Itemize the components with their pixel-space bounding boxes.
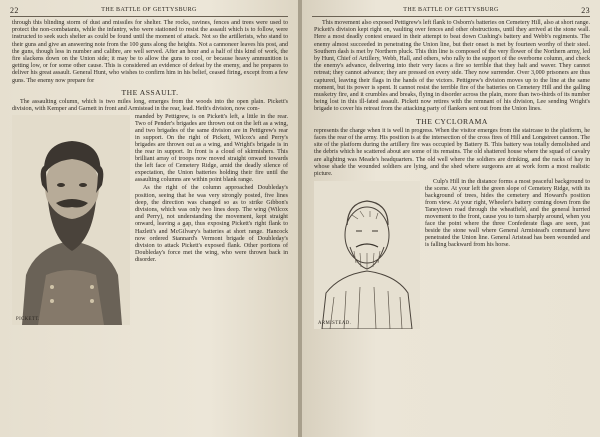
armistead-caption: ARMISTEAD. [318, 321, 352, 327]
pickett-portrait [12, 115, 130, 325]
cyclorama-heading: THE CYCLORAMA [416, 116, 488, 126]
assault-heading: THE ASSAULT. [121, 87, 179, 97]
right-page-body [314, 20, 590, 429]
left-page [0, 0, 298, 437]
right-paragraph-3: Culp's Hill in the distance forms a most peaceful background to the scene. At your left the green slope of Cemetery Ridge, with its background of trees, hides the cemetery and Howard's position from view. At your right, Wheeler's battery coming down from the Taneytown road through the wheatfield, and the general hurried movement to the front, cause you to turn sharply around, when you face the point where the three Confederate flags are seen, just beside the stone wall where General Armistead's command have penetrated the Union line. General Aristead has been wounded and is falling backward from his horse. [425, 179, 590, 249]
pickett-caption: PICKETT. [16, 317, 40, 323]
right-paragraph-2: represents the charge when it is well in progress. When the visitor emerges from the staircase to the platform, he faces the rear of the army. His position is at the intersection of the cross fires of Hill and Longstreet cannon. The site of the platform during the artillery fire was occupied by Battery B. This battery was totally demolished and the debris which he scattered about are some of its remains. The old shattered house where the squad of cavalry are alighting was Meade's headquarters. The old well where the soldiers are drinking, and the racks of hay in whose shade the wounded soldiers are lying, and the shed where surgeons are at work form a most realistic picture. [314, 127, 590, 178]
left-page-number: 22 [10, 6, 19, 15]
armistead-portrait-image [314, 181, 420, 329]
right-running-head: THE BATTLE OF GETTYSBURG [403, 7, 499, 13]
pickett-portrait-image [12, 115, 130, 325]
assault-wrap-paragraph: manded by Pettigrew, is on Pickett's left, a little in the rear. Two of Pender's brigades are thrown out on the left as a wing, and two brigades of the same division are in Pettigrew's rear in support. On the right of Pickett, Wilcox's and Perry's brigades are thrown out as a wing, and Wright's brigade is in the rear in support. In front is a cloud of skirmishers. This brilliant array of troops now moved straight onward towards the left face of Cemetery Ridge, amid the deadly silence of expectation, the Union batteries holding their fire until the assaulting columns are within point blank range. [135, 114, 288, 184]
right-header-rule [312, 16, 590, 17]
right-page-header [312, 6, 590, 16]
left-intro-paragraph: through this blinding storm of dust and missiles for shelter. The rocks, ravines, fences and trees were used to protect the non-combatants, while the infantry, who were stationed to resist the assault which is to follow, were instructed to seek such shelter as could be found until the moment of attack. Not so the artillerists, who stand to their guns and give an answering note from the 100 guns along the heights. Not a cannoneer leaves his post, and the guns, though less in number and calibre, are well served. After an hour and a half of this kind of work, the fire slackens down on the Union side; it may be to allow the guns to cool, or because heavy ammunition is getting low, or for some other cause. This is considered an evidence of defeat by the enemy, and he prepares to deliver his great assault. General Hunt, who wishes to confirm him in his belief, ceased firing, except from a few guns. The enemy now prepare for [12, 20, 288, 84]
right-page [302, 0, 600, 437]
left-page-header [10, 6, 288, 16]
flank-paragraph: As the right of the column approached Doubleday's position, seeing that he was very strongly posted, five lines deep, the direction was changed so as to strike Gibbon's divisions, which was only two lines deep. The wing (Wilcox and Perry), not understanding the movement, kept straight onward, leaving a gap, thus exposing Pickett's right flank to Hazlett's and McGilvary's batteries at short range. Hancock now ordered Stannard's Vermont brigade of Doubleday's division to attack Pickett's exposed flank. Other portions of Doubleday's force met the wing, who were thrown back in disorder. [135, 185, 288, 264]
armistead-portrait [314, 181, 420, 329]
right-paragraph-1: This movement also exposed Pettigrew's left flank to Osborn's batteries on Cemetery Hill, also at short range. Pickett's division kept right on, vaulting over fences and other obstructions, until they arrived at the stone wall. Here a most deadly contest ensued in their attempt to beat down Cushing's battery and Webb's regiments. The enemy almost succeeded in penetrating the Union line, but their onset is met by fourteen worthy of their steel. Southern dash is met by Northern pluck. This thin line is composed of the very flower of the Northern army, led by Hunt, Chief of Artillery, Webb, Hall, and others, who rally to the support of the overborne column, and check the enemy's advance, delivering into their very faces a fire so terrible that they halt and waver. They cannot retreat; they cannot advance; they are pressed on every side. They now surrender. Over 3,000 prisoners are thus captured, leaving their flags in the hands of the victors. Pettigrew's division moves up to the line at the same moment, but its power is spent. It cannot resist the terrible fire of the batteries on Cemetery Hill and the galling musketry fire, and it crumbles and breaks, flying in disorder across the plain, more than two-thirds of its number being lost in this ill-fated assault. Pickett now retires with the remnant of his division, Lee sending Wright's brigade to cover his retreat from the attacking party of flankers sent out from the Union lines. [314, 20, 590, 113]
assault-lead-paragraph: The assaulting column, which is two miles long, emerges from the woods into the open plain. Pickett's division, with Kemper and Garnett in front and Armistead in the rear, lead. Heth's division, now com- [12, 99, 288, 113]
right-page-number: 23 [581, 6, 590, 15]
left-header-rule [10, 16, 288, 17]
left-running-head: THE BATTLE OF GETTYSBURG [101, 7, 197, 13]
left-page-body [12, 20, 288, 429]
